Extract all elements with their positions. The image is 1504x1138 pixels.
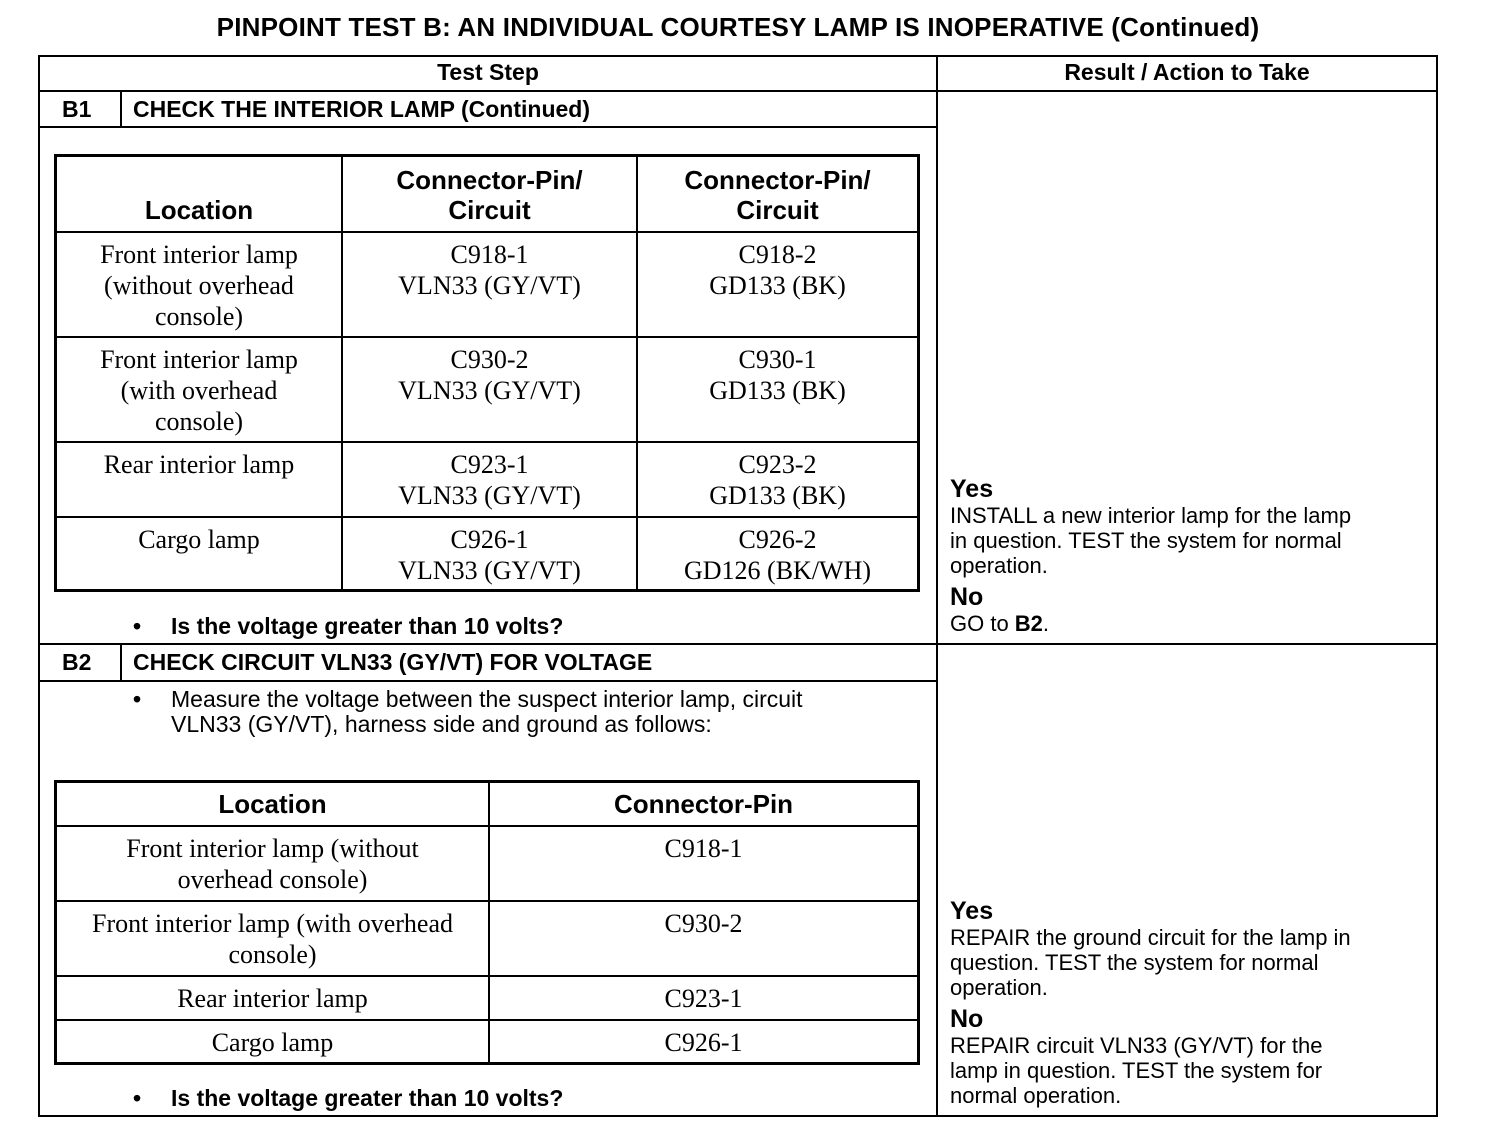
connector-cell: C918-1 VLN33 (GY/VT): [342, 232, 637, 337]
location-cell: Front interior lamp (without overhead console): [56, 826, 490, 901]
location-cell: Cargo lamp: [56, 517, 343, 591]
b2-yes-label: Yes: [950, 897, 994, 925]
test-step-header: Test Step: [437, 59, 539, 85]
header-rule: [38, 90, 1438, 92]
bullet-icon: •: [133, 1085, 142, 1111]
bullet-icon: •: [133, 613, 142, 639]
b1-question-text: Is the voltage greater than 10 volts?: [171, 613, 564, 639]
b2-connector-table: [54, 780, 920, 1065]
connector-cell: C923-1 VLN33 (GY/VT): [342, 442, 637, 517]
connector-cell: C918-2 GD133 (BK): [637, 232, 919, 337]
b2-question-text: Is the voltage greater than 10 volts?: [171, 1085, 564, 1111]
table-row: [56, 901, 919, 976]
table-row: [56, 517, 919, 591]
table-row: [56, 976, 919, 1020]
column-divider: [936, 55, 938, 1117]
b2-id-divider: [120, 644, 122, 681]
b2-col-connector-pin: Connector-Pin: [489, 782, 919, 826]
b1-result: [950, 476, 1430, 642]
b2-step-title: CHECK CIRCUIT VLN33 (GY/VT) FOR VOLTAGE: [133, 649, 653, 675]
page-title: PINPOINT TEST B: AN INDIVIDUAL COURTESY LAMP IS INOPERATIVE (Continued): [216, 12, 1260, 42]
location-cell: Front interior lamp (without overhead console): [56, 232, 343, 337]
location-cell: Rear interior lamp: [56, 976, 490, 1020]
b2-col-location: Location: [56, 782, 490, 826]
connector-cell: C926-1: [489, 1020, 919, 1064]
b1-no-label: No: [950, 583, 984, 611]
table-row: [56, 1020, 919, 1064]
b1-col-connector-pin-circuit-1: Connector-Pin/ Circuit: [342, 156, 637, 232]
b2-instruction-text: Measure the voltage between the suspect interior lamp, circuit VLN33 (GY/VT), harness side and ground as follows:: [171, 686, 803, 737]
b1-id-divider: [120, 91, 122, 127]
result-header: Result / Action to Take: [1064, 59, 1310, 85]
b1-col-connector-pin-circuit-2: Connector-Pin/ Circuit: [637, 156, 919, 232]
b2-yes-text: REPAIR the ground circuit for the lamp in question. TEST the system for normal operation.: [950, 925, 1351, 1000]
bullet-icon: •: [133, 686, 142, 712]
b1-table-header-row: [56, 156, 919, 232]
connector-cell: C930-2: [489, 901, 919, 976]
table-row: [56, 337, 919, 442]
b1-yes-text: INSTALL a new interior lamp for the lamp in question. TEST the system for normal operation.: [950, 503, 1352, 578]
b2-title-rule: [38, 680, 937, 682]
location-cell: Rear interior lamp: [56, 442, 343, 517]
connector-cell: C923-2 GD133 (BK): [637, 442, 919, 517]
b2-instruction: [133, 687, 923, 739]
location-cell: Front interior lamp (with overhead console): [56, 337, 343, 442]
b2-result: [950, 898, 1430, 1114]
b2-step-reference: B2: [1014, 611, 1043, 636]
connector-cell: C926-2 GD126 (BK/WH): [637, 517, 919, 591]
b1-connector-table: [54, 154, 920, 592]
b1-title-rule: [38, 126, 937, 128]
connector-cell: C923-1: [489, 976, 919, 1020]
location-cell: Front interior lamp (with overhead console): [56, 901, 490, 976]
connector-cell: C926-1 VLN33 (GY/VT): [342, 517, 637, 591]
b2-no-text: REPAIR circuit VLN33 (GY/VT) for the lamp in question. TEST the system for normal operation.: [950, 1033, 1323, 1108]
table-row: [56, 826, 919, 901]
b2-step-id: B2: [62, 649, 92, 675]
connector-cell: C918-1: [489, 826, 919, 901]
location-cell: Cargo lamp: [56, 1020, 490, 1064]
b1-step-title: CHECK THE INTERIOR LAMP (Continued): [133, 96, 590, 122]
connector-cell: C930-1 GD133 (BK): [637, 337, 919, 442]
b1-no-text: GO to B2.: [950, 611, 1050, 636]
b1-yes-label: Yes: [950, 475, 994, 503]
b1-col-location: Location: [56, 156, 343, 232]
b2-no-label: No: [950, 1005, 984, 1033]
table-row: [56, 232, 919, 337]
connector-cell: C930-2 VLN33 (GY/VT): [342, 337, 637, 442]
b1-b2-divider: [38, 643, 1438, 645]
table-row: [56, 442, 919, 517]
b2-table-header-row: [56, 782, 919, 826]
b1-step-id: B1: [62, 96, 92, 122]
